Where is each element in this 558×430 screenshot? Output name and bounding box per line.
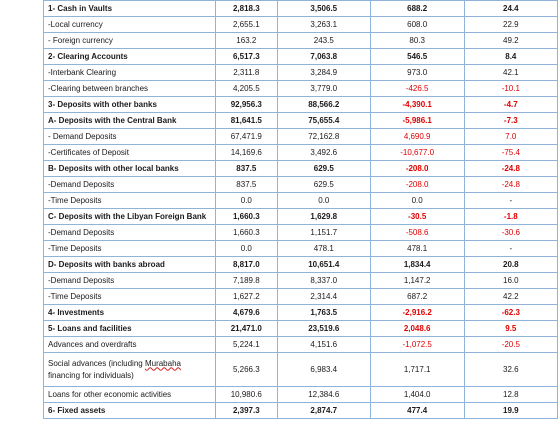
table-row bbox=[44, 129, 558, 145]
table-row bbox=[44, 225, 558, 241]
cell-col1: 4,679.6 bbox=[215, 305, 277, 321]
table-row bbox=[44, 81, 558, 97]
cell-col2: 629.5 bbox=[277, 177, 370, 193]
cell-col1: 8,817.0 bbox=[215, 257, 277, 273]
cell-col2: 3,263.1 bbox=[277, 17, 370, 33]
table-row bbox=[44, 241, 558, 257]
cell-col3: -10,677.0 bbox=[370, 145, 464, 161]
cell-col1: 2,311.8 bbox=[215, 65, 277, 81]
table-row bbox=[44, 33, 558, 49]
cell-col4: -24.8 bbox=[464, 161, 557, 177]
cell-col4: -4.7 bbox=[464, 97, 557, 113]
table-row bbox=[44, 1, 558, 17]
cell-col2: 3,284.9 bbox=[277, 65, 370, 81]
table-row bbox=[44, 113, 558, 129]
cell-col1: 14,169.6 bbox=[215, 145, 277, 161]
cell-col3: 477.4 bbox=[370, 403, 464, 419]
cell-col2: 8,337.0 bbox=[277, 273, 370, 289]
row-label: Loans for other economic activities bbox=[44, 387, 216, 403]
row-label bbox=[44, 353, 216, 387]
cell-col2: 1,763.5 bbox=[277, 305, 370, 321]
row-label: 2- Clearing Accounts bbox=[44, 49, 216, 65]
table-row bbox=[44, 193, 558, 209]
table-row bbox=[44, 65, 558, 81]
table-row bbox=[44, 289, 558, 305]
cell-col4: -10.1 bbox=[464, 81, 557, 97]
cell-col2: 6,983.4 bbox=[277, 353, 370, 387]
cell-col1: 1,660.3 bbox=[215, 225, 277, 241]
table-row bbox=[44, 305, 558, 321]
cell-col3: 973.0 bbox=[370, 65, 464, 81]
cell-col3: 546.5 bbox=[370, 49, 464, 65]
financial-table bbox=[43, 0, 558, 419]
cell-col1: 21,471.0 bbox=[215, 321, 277, 337]
cell-col1: 5,224.1 bbox=[215, 337, 277, 353]
cell-col1: 0.0 bbox=[215, 193, 277, 209]
cell-col4: 12.8 bbox=[464, 387, 557, 403]
cell-col1: 81,641.5 bbox=[215, 113, 277, 129]
cell-col1: 2,655.1 bbox=[215, 17, 277, 33]
cell-col1: 10,980.6 bbox=[215, 387, 277, 403]
cell-col3: 688.2 bbox=[370, 1, 464, 17]
cell-col2: 3,506.5 bbox=[277, 1, 370, 17]
table-row bbox=[44, 177, 558, 193]
row-label: -Demand Deposits bbox=[44, 177, 216, 193]
cell-col3: -4,390.1 bbox=[370, 97, 464, 113]
cell-col3: -208.0 bbox=[370, 161, 464, 177]
table-row bbox=[44, 337, 558, 353]
cell-col3: 687.2 bbox=[370, 289, 464, 305]
cell-col2: 12,384.6 bbox=[277, 387, 370, 403]
cell-col3: -208.0 bbox=[370, 177, 464, 193]
cell-col4: 24.4 bbox=[464, 1, 557, 17]
row-label: -Demand Deposits bbox=[44, 273, 216, 289]
cell-col1: 67,471.9 bbox=[215, 129, 277, 145]
cell-col1: 837.5 bbox=[215, 177, 277, 193]
spellcheck-word: Murabaha bbox=[144, 358, 181, 368]
cell-col4: 22.9 bbox=[464, 17, 557, 33]
row-label: -Time Deposits bbox=[44, 193, 216, 209]
cell-col2: 88,566.2 bbox=[277, 97, 370, 113]
cell-col4: -75.4 bbox=[464, 145, 557, 161]
cell-col4: 49.2 bbox=[464, 33, 557, 49]
cell-col1: 1,660.3 bbox=[215, 209, 277, 225]
row-label-text: Social advances (including bbox=[48, 358, 145, 368]
cell-col1: 1,627.2 bbox=[215, 289, 277, 305]
cell-col1: 92,956.3 bbox=[215, 97, 277, 113]
cell-col2: 2,874.7 bbox=[277, 403, 370, 419]
cell-col4: -24.8 bbox=[464, 177, 557, 193]
table-row bbox=[44, 257, 558, 273]
cell-col2: 23,519.6 bbox=[277, 321, 370, 337]
row-label: B- Deposits with other local banks bbox=[44, 161, 216, 177]
cell-col2: 243.5 bbox=[277, 33, 370, 49]
cell-col4: -62.3 bbox=[464, 305, 557, 321]
cell-col3: -5,986.1 bbox=[370, 113, 464, 129]
cell-col4: 19.9 bbox=[464, 403, 557, 419]
table-row bbox=[44, 161, 558, 177]
cell-col4: 32.6 bbox=[464, 353, 557, 387]
row-label-text: financing for individuals) bbox=[48, 370, 134, 380]
cell-col3: 0.0 bbox=[370, 193, 464, 209]
cell-col3: -508.6 bbox=[370, 225, 464, 241]
row-label: 3- Deposits with other banks bbox=[44, 97, 216, 113]
cell-col3: 1,404.0 bbox=[370, 387, 464, 403]
cell-col3: -2,916.2 bbox=[370, 305, 464, 321]
cell-col1: 6,517.3 bbox=[215, 49, 277, 65]
cell-col1: 2,397.3 bbox=[215, 403, 277, 419]
cell-col3: 4,690.9 bbox=[370, 129, 464, 145]
cell-col2: 75,655.4 bbox=[277, 113, 370, 129]
row-label: -Local currency bbox=[44, 17, 216, 33]
cell-col4: - bbox=[464, 241, 557, 257]
row-label: -Time Deposits bbox=[44, 289, 216, 305]
table-row bbox=[44, 387, 558, 403]
cell-col4: -20.5 bbox=[464, 337, 557, 353]
cell-col1: 837.5 bbox=[215, 161, 277, 177]
cell-col4: -30.6 bbox=[464, 225, 557, 241]
cell-col4: - bbox=[464, 193, 557, 209]
cell-col4: 8.4 bbox=[464, 49, 557, 65]
table-row bbox=[44, 273, 558, 289]
cell-col3: 1,717.1 bbox=[370, 353, 464, 387]
cell-col3: -30.5 bbox=[370, 209, 464, 225]
cell-col1: 7,189.8 bbox=[215, 273, 277, 289]
row-label: 6- Fixed assets bbox=[44, 403, 216, 419]
cell-col1: 4,205.5 bbox=[215, 81, 277, 97]
row-label: - Foreign currency bbox=[44, 33, 216, 49]
table-row bbox=[44, 97, 558, 113]
cell-col2: 3,492.6 bbox=[277, 145, 370, 161]
row-label: -Clearing between branches bbox=[44, 81, 216, 97]
cell-col3: 608.0 bbox=[370, 17, 464, 33]
cell-col3: 80.3 bbox=[370, 33, 464, 49]
table-row bbox=[44, 145, 558, 161]
row-label: 5- Loans and facilities bbox=[44, 321, 216, 337]
cell-col1: 2,818.3 bbox=[215, 1, 277, 17]
row-label: - Demand Deposits bbox=[44, 129, 216, 145]
cell-col2: 2,314.4 bbox=[277, 289, 370, 305]
row-label: C- Deposits with the Libyan Foreign Bank bbox=[44, 209, 216, 225]
cell-col2: 4,151.6 bbox=[277, 337, 370, 353]
cell-col1: 5,266.3 bbox=[215, 353, 277, 387]
table-row bbox=[44, 49, 558, 65]
cell-col2: 1,629.8 bbox=[277, 209, 370, 225]
row-label: 4- Investments bbox=[44, 305, 216, 321]
row-label: D- Deposits with banks abroad bbox=[44, 257, 216, 273]
cell-col1: 163.2 bbox=[215, 33, 277, 49]
row-label: Advances and overdrafts bbox=[44, 337, 216, 353]
cell-col3: 1,147.2 bbox=[370, 273, 464, 289]
cell-col2: 72,162.8 bbox=[277, 129, 370, 145]
cell-col3: 478.1 bbox=[370, 241, 464, 257]
cell-col4: 9.5 bbox=[464, 321, 557, 337]
cell-col3: -1,072.5 bbox=[370, 337, 464, 353]
row-label: A- Deposits with the Central Bank bbox=[44, 113, 216, 129]
cell-col2: 1,151.7 bbox=[277, 225, 370, 241]
cell-col4: -7.3 bbox=[464, 113, 557, 129]
table-row bbox=[44, 321, 558, 337]
cell-col3: -426.5 bbox=[370, 81, 464, 97]
row-label: -Certificates of Deposit bbox=[44, 145, 216, 161]
cell-col2: 629.5 bbox=[277, 161, 370, 177]
row-label: -Demand Deposits bbox=[44, 225, 216, 241]
table-row bbox=[44, 209, 558, 225]
cell-col4: 16.0 bbox=[464, 273, 557, 289]
cell-col2: 0.0 bbox=[277, 193, 370, 209]
row-label: -Time Deposits bbox=[44, 241, 216, 257]
row-label: 1- Cash in Vaults bbox=[44, 1, 216, 17]
cell-col4: 42.2 bbox=[464, 289, 557, 305]
cell-col2: 10,651.4 bbox=[277, 257, 370, 273]
cell-col4: 20.8 bbox=[464, 257, 557, 273]
cell-col4: 42.1 bbox=[464, 65, 557, 81]
table-row bbox=[44, 403, 558, 419]
cell-col1: 0.0 bbox=[215, 241, 277, 257]
table-row bbox=[44, 17, 558, 33]
cell-col2: 7,063.8 bbox=[277, 49, 370, 65]
cell-col3: 2,048.6 bbox=[370, 321, 464, 337]
cell-col4: 7.0 bbox=[464, 129, 557, 145]
cell-col2: 3,779.0 bbox=[277, 81, 370, 97]
table-body bbox=[44, 1, 558, 419]
table-row bbox=[44, 353, 558, 387]
cell-col3: 1,834.4 bbox=[370, 257, 464, 273]
cell-col4: -1.8 bbox=[464, 209, 557, 225]
row-label: -Interbank Clearing bbox=[44, 65, 216, 81]
cell-col2: 478.1 bbox=[277, 241, 370, 257]
